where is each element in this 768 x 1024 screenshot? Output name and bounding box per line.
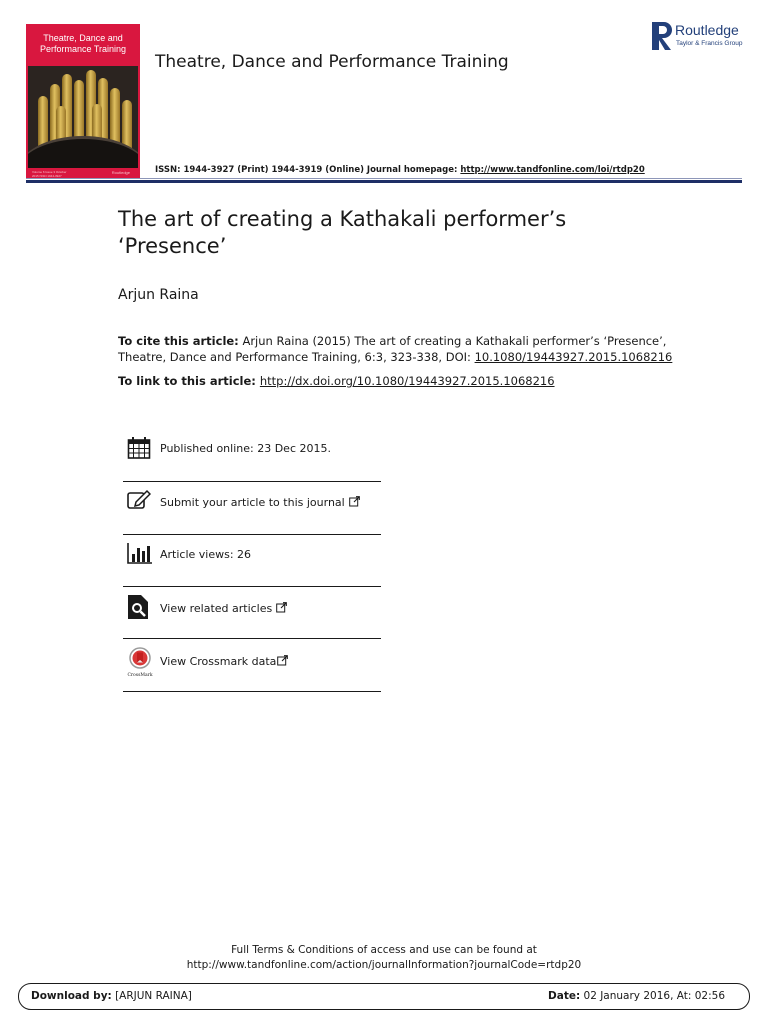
citation-block	[118, 333, 698, 365]
submit-article-label-wrap	[160, 496, 360, 509]
related-articles-row[interactable]	[123, 593, 381, 623]
cite-label: To cite this article:	[118, 334, 239, 348]
info-divider	[123, 691, 381, 692]
article-title-line1: The art of creating a Kathakali performer’s	[118, 207, 567, 231]
terms-line1: Full Terms & Conditions of access and use can be found at	[231, 944, 537, 956]
cover-title	[26, 33, 140, 55]
journal-homepage-link[interactable]: http://www.tandfonline.com/loi/rtdp20	[460, 165, 645, 175]
article-views-row	[123, 540, 381, 570]
cite-text-line2: Theatre, Dance and Performance Training, 6:3, 323-338, DOI:	[118, 350, 475, 364]
info-divider	[123, 481, 381, 482]
related-articles-label-wrap	[160, 602, 287, 615]
crossmark-logo	[125, 647, 155, 677]
calendar-icon	[127, 436, 151, 460]
issn-line	[155, 165, 645, 175]
crossmark-icon	[125, 647, 155, 671]
cite-text-line1: Arjun Raina (2015) The art of creating a Kathakali performer’s ‘Presence’,	[238, 334, 667, 348]
issn-text: ISSN: 1944-3927 (Print) 1944-3919 (Online) Journal homepage:	[155, 165, 461, 175]
journal-cover-image	[26, 24, 140, 178]
external-link-icon	[276, 602, 287, 613]
external-link-icon	[349, 496, 360, 507]
crossmark-caption: CrossMark	[127, 673, 153, 678]
article-title	[118, 206, 638, 260]
cover-photo	[28, 66, 138, 168]
terms-notice	[0, 943, 768, 973]
article-views-text: Article views: 26	[160, 548, 252, 561]
header-rule	[26, 180, 742, 183]
submit-article-row[interactable]	[123, 488, 381, 518]
submit-article-text: Submit your article to this journal	[160, 496, 345, 509]
journal-title: Theatre, Dance and Performance Training	[155, 52, 509, 72]
download-info-bar	[18, 983, 750, 1010]
info-divider	[123, 638, 381, 639]
article-title-line2: ‘Presence’	[118, 234, 227, 258]
edit-icon	[127, 489, 151, 511]
document-search-icon	[127, 594, 149, 620]
info-divider	[123, 534, 381, 535]
routledge-logo[interactable]	[652, 22, 752, 52]
cover-title-line1: Theatre, Dance and	[43, 33, 123, 43]
download-date	[548, 990, 725, 1002]
publisher-subtitle: Taylor & Francis Group	[676, 40, 743, 47]
article-author: Arjun Raina	[118, 287, 199, 303]
crossmark-label-wrap	[160, 655, 288, 668]
article-doi-url-link[interactable]: http://dx.doi.org/10.1080/19443927.2015.1068216	[259, 374, 555, 388]
download-value: [ARJUN RAINA]	[111, 990, 192, 1002]
cover-small-text: Volume 6 Issue 3 October 2015 ISSN 1944-3927	[32, 170, 67, 178]
date-label: Date:	[548, 990, 581, 1002]
publisher-name: Routledge	[675, 22, 739, 38]
date-value: 02 January 2016, At: 02:56	[580, 990, 725, 1002]
download-label: Download by:	[31, 990, 112, 1002]
external-link-icon	[277, 655, 288, 666]
link-label: To link to this article:	[118, 374, 260, 388]
cover-title-line2: Performance Training	[39, 44, 127, 54]
published-online-text: Published online: 23 Dec 2015.	[160, 442, 331, 455]
bar-chart-icon	[127, 542, 153, 564]
article-link-line	[118, 374, 555, 388]
article-info-list	[123, 430, 381, 470]
header-thin-rule	[26, 178, 742, 179]
cover-small-logo: Routledge	[111, 170, 130, 175]
cite-doi-link[interactable]: 10.1080/19443927.2015.1068216	[474, 350, 673, 364]
download-by	[31, 990, 192, 1002]
routledge-r-icon	[652, 22, 672, 50]
published-online-row	[123, 430, 381, 470]
info-divider	[123, 586, 381, 587]
terms-url[interactable]: http://www.tandfonline.com/action/journalInformation?journalCode=rtdp20	[186, 959, 582, 971]
crossmark-row[interactable]	[123, 647, 381, 679]
crossmark-text: View Crossmark data	[160, 655, 277, 668]
related-articles-text: View related articles	[160, 602, 273, 615]
